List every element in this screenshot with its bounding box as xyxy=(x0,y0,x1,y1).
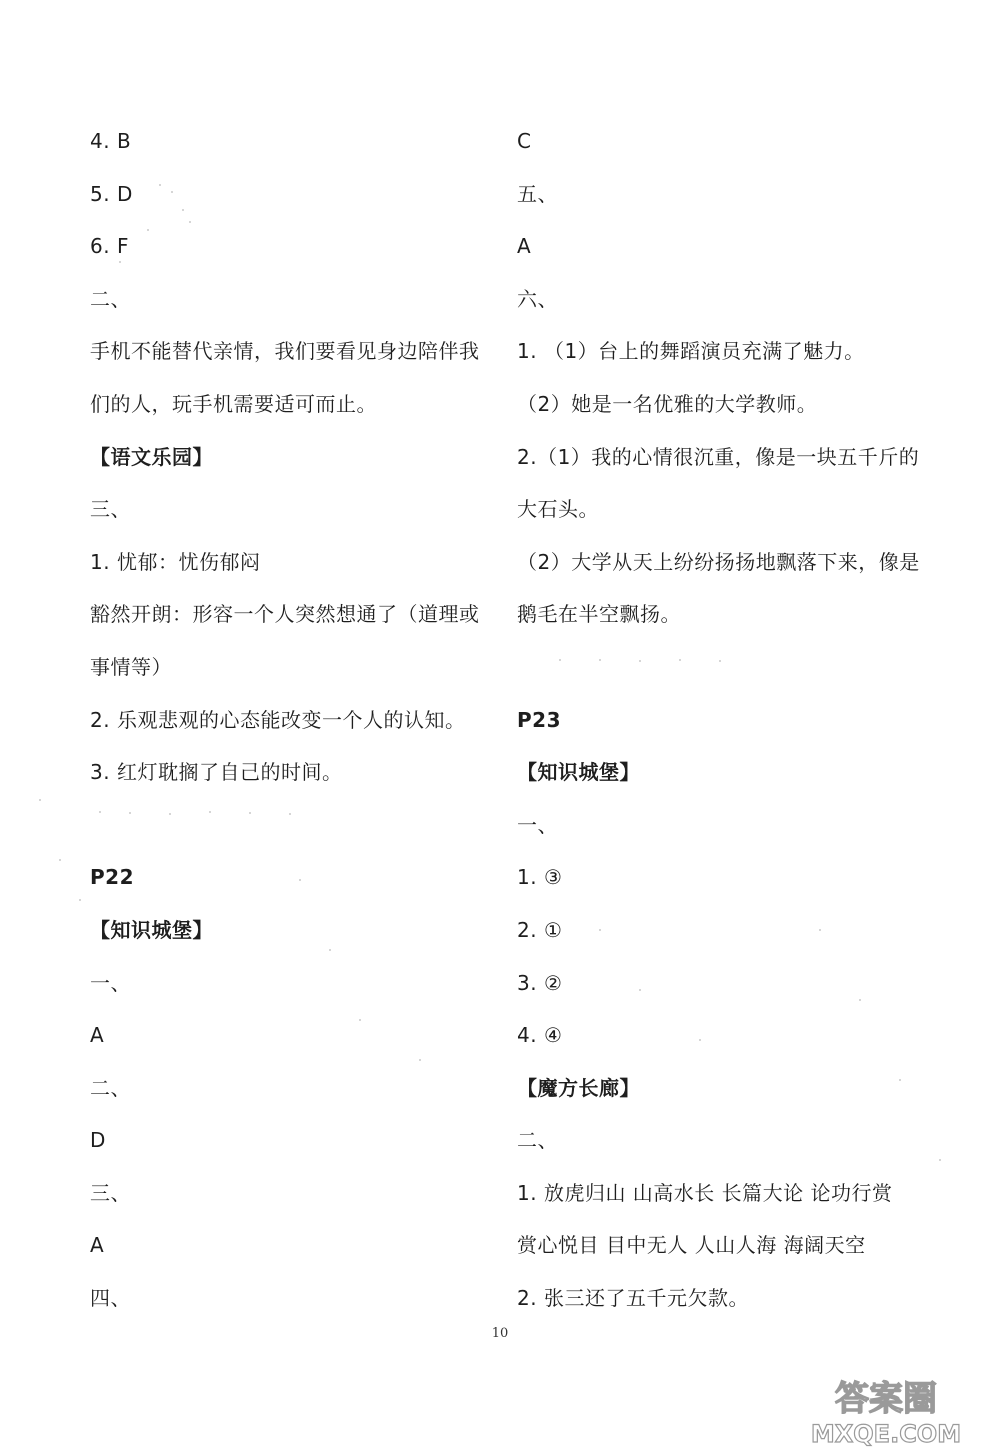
right-column-line: C xyxy=(517,129,532,153)
left-column-line: 手机不能替代亲情，我们要看见身边陪伴我 xyxy=(90,339,480,364)
right-column-line: 1. 放虎归山 山高水长 长篇大论 论功行赏 xyxy=(517,1180,893,1205)
right-column-line: 大石头。 xyxy=(517,497,599,522)
right-column-line: 2. 张三还了五千元欠款。 xyxy=(517,1286,749,1311)
left-column-line: 4. B xyxy=(90,129,132,153)
watermark-logo xyxy=(786,1368,986,1448)
left-column-line: 3. 红灯耽搁了自己的时间。 xyxy=(90,760,343,785)
right-column-line: 2.（1）我的心情很沉重，像是一块五千斤的 xyxy=(517,444,920,469)
left-column-line: A xyxy=(90,1023,105,1048)
left-column-line: 1. 忧郁：忧伤郁闷 xyxy=(90,549,261,574)
left-column-line: 【知识城堡】 xyxy=(90,917,213,942)
right-column xyxy=(517,115,937,1325)
right-column-line: 1. （1）台上的舞蹈演员充满了魅力。 xyxy=(517,339,865,364)
left-column-line: 二、 xyxy=(90,1075,131,1100)
right-column-line xyxy=(517,641,937,694)
right-column-line: P23 xyxy=(517,707,561,732)
right-column-line: 【魔方长廊】 xyxy=(517,1075,640,1100)
watermark-domain: MXQE.COM xyxy=(810,1420,962,1448)
right-column-line: 六、 xyxy=(517,286,558,311)
left-column-line: 三、 xyxy=(90,497,131,522)
right-column-line: 2. ① xyxy=(517,917,563,942)
page-number: 10 xyxy=(491,1326,509,1341)
left-column-line: D xyxy=(90,1128,106,1153)
left-column-line: 们的人，玩手机需要适可而止。 xyxy=(90,391,377,416)
right-column-line: 二、 xyxy=(517,1128,558,1153)
right-column-line: 鹅毛在半空飘扬。 xyxy=(517,602,681,627)
left-column xyxy=(90,115,510,1325)
right-column-line: 赏心悦目 目中无人 人山人海 海阔天空 xyxy=(517,1233,866,1258)
watermark-title: 答案圈 xyxy=(835,1379,937,1419)
right-column-line: （2）她是一名优雅的大学教师。 xyxy=(517,391,818,416)
left-column-line: P22 xyxy=(90,865,134,890)
right-column-line: 五、 xyxy=(517,181,558,206)
left-column-line: 【语文乐园】 xyxy=(90,444,213,469)
right-column-line: （2）大学从天上纷纷扬扬地飘落下来，像是 xyxy=(517,549,920,574)
left-column-line: 5. D xyxy=(90,181,133,206)
left-column-line: 二、 xyxy=(90,286,131,311)
right-column-line: 4. ④ xyxy=(517,1023,563,1048)
left-column-line: 2. 乐观悲观的心态能改变一个人的认知。 xyxy=(90,707,466,732)
right-column-line: 【知识城堡】 xyxy=(517,760,640,785)
right-column-line: 1. ③ xyxy=(517,865,563,890)
left-column-line: 三、 xyxy=(90,1180,131,1205)
left-column-line: 四、 xyxy=(90,1286,131,1311)
left-column-line xyxy=(90,799,510,852)
left-column-line: 事情等） xyxy=(90,654,172,679)
right-column-line: 3. ② xyxy=(517,970,563,995)
left-column-line: 豁然开朗：形容一个人突然想通了（道理或 xyxy=(90,602,480,627)
right-column-line: A xyxy=(517,234,532,259)
right-column-line: 一、 xyxy=(517,812,558,837)
left-column-line: 6. F xyxy=(90,234,129,259)
left-column-line: A xyxy=(90,1233,105,1258)
left-column-line: 一、 xyxy=(90,970,131,995)
